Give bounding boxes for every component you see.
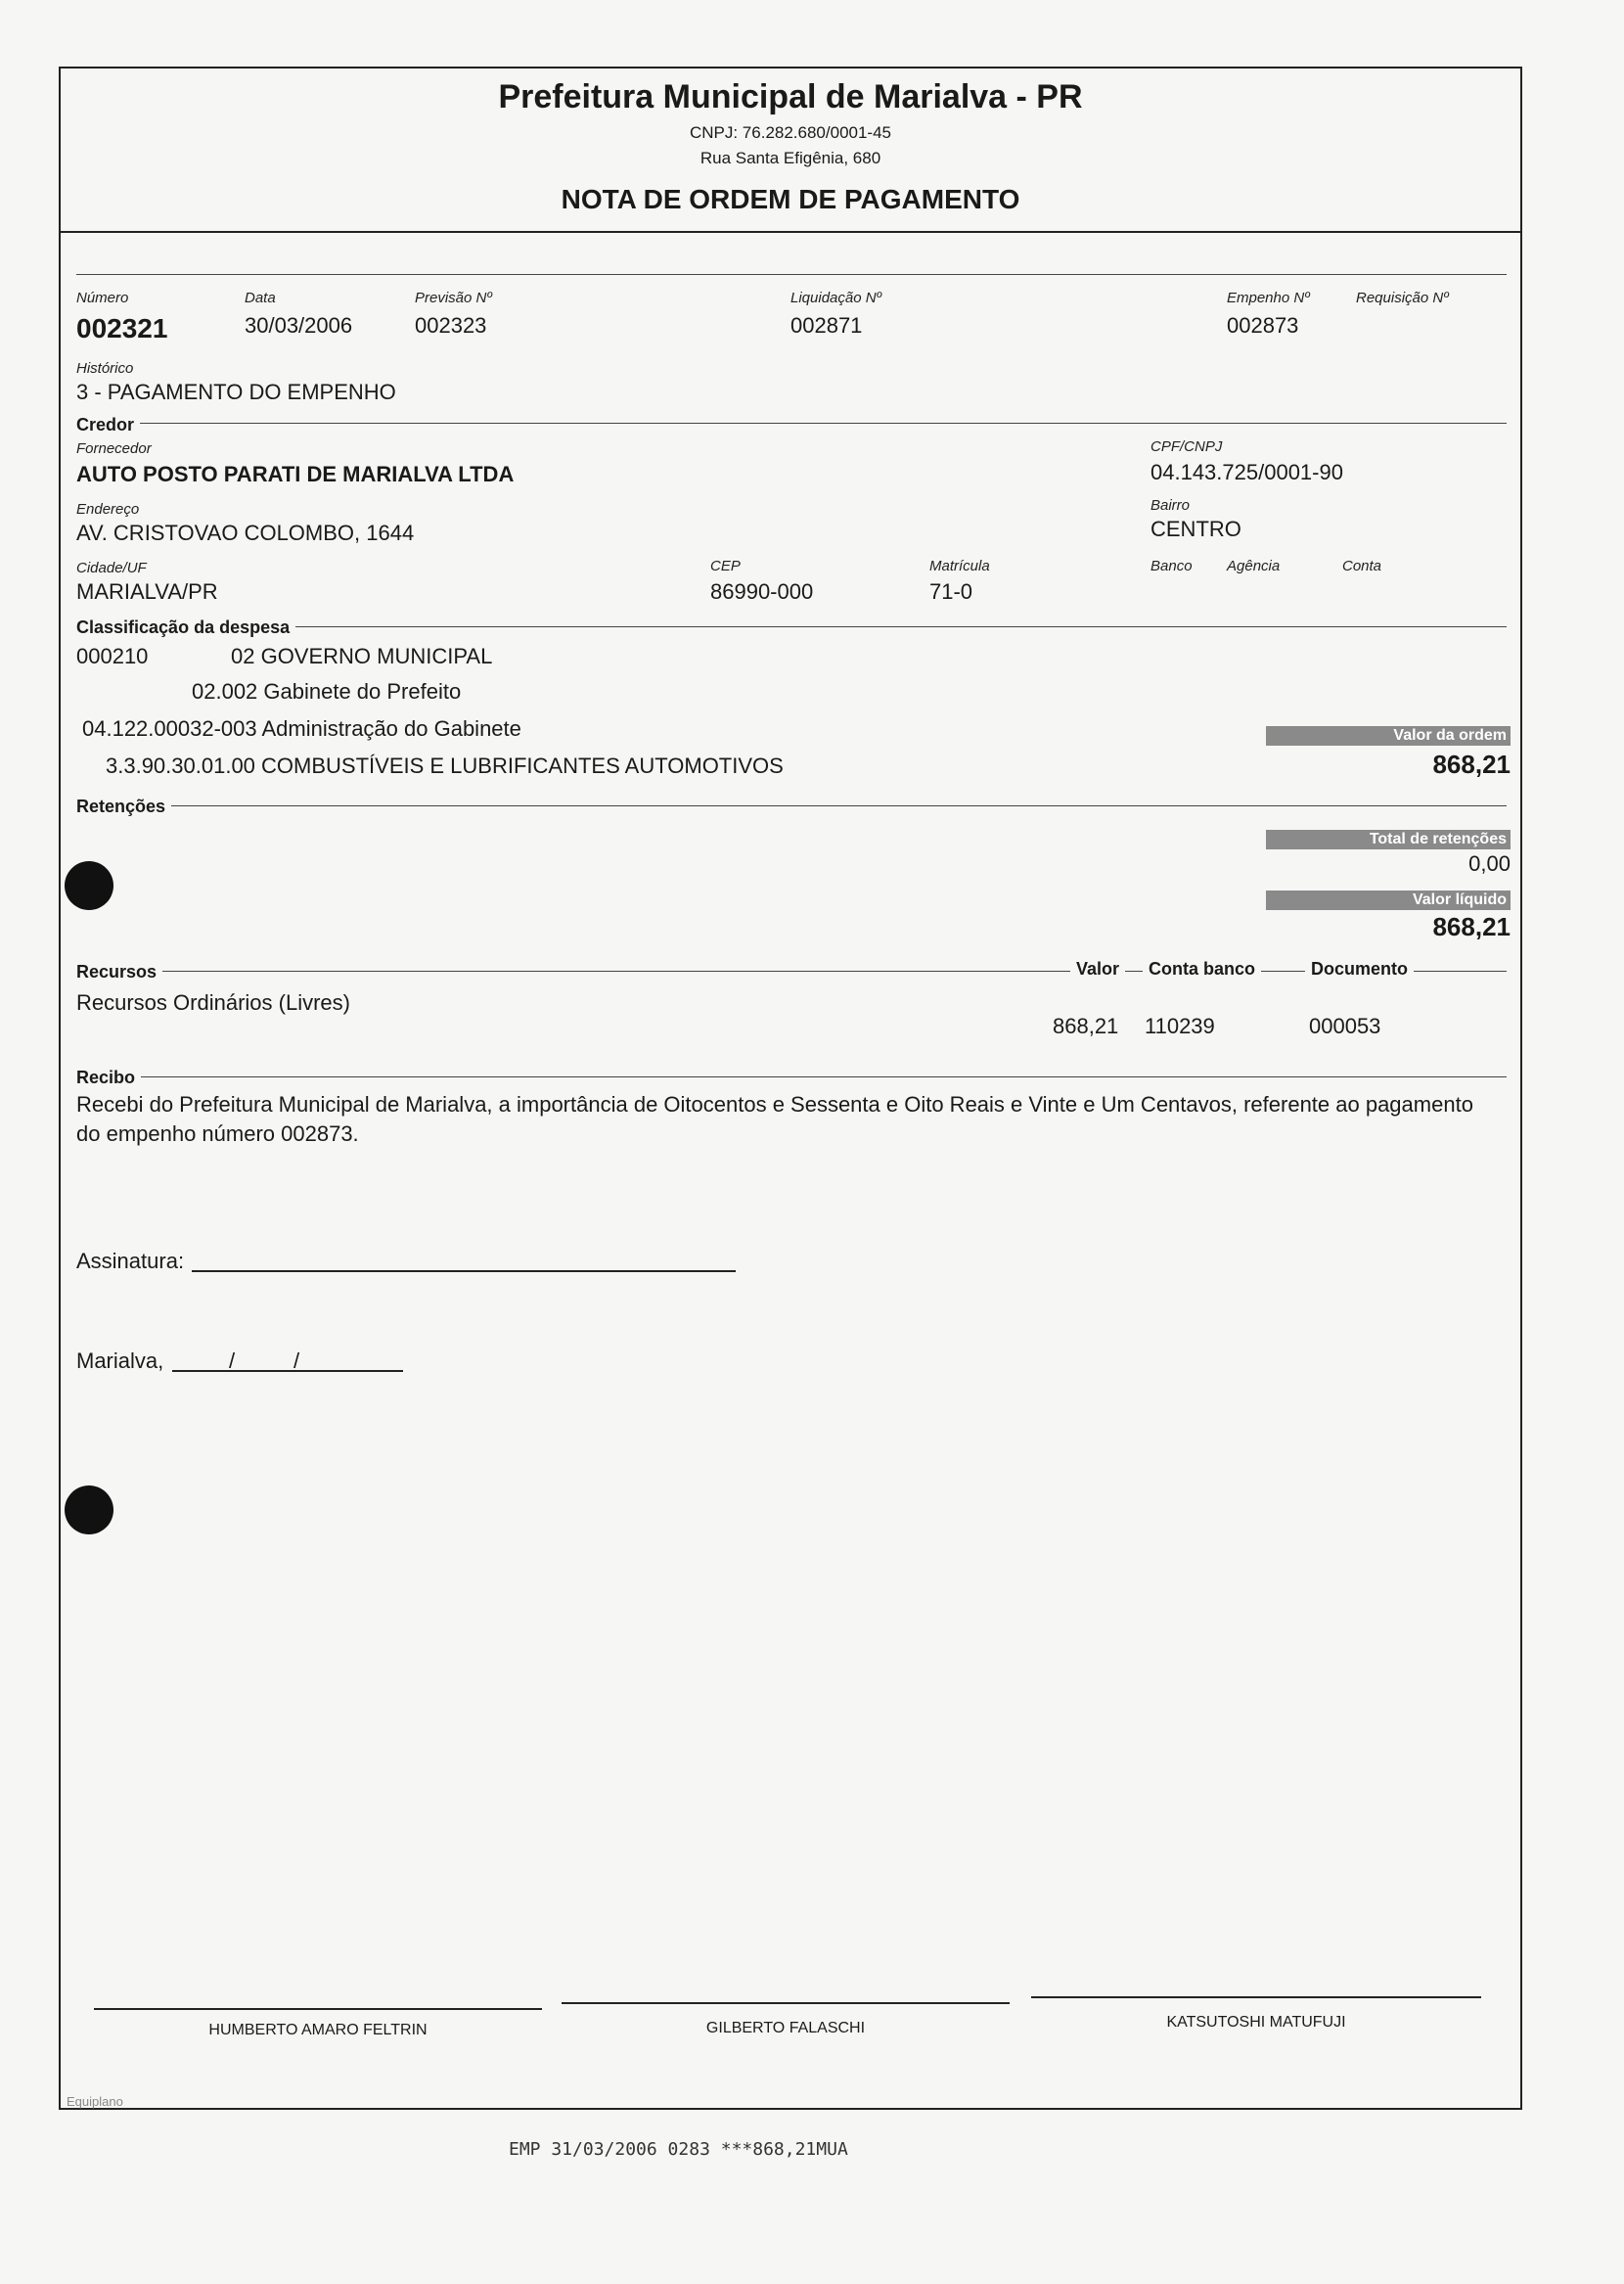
signatory-2: GILBERTO FALASCHI: [705, 2020, 866, 2036]
recursos-documento: 000053: [1309, 1014, 1381, 1038]
historico-value: 3 - PAGAMENTO DO EMPENHO: [76, 380, 396, 404]
conta-label: Conta: [1342, 558, 1382, 574]
header-divider: [59, 231, 1522, 233]
page-title: Prefeitura Municipal de Marialva - PR: [498, 78, 1083, 115]
data-value: 30/03/2006: [245, 313, 353, 338]
recursos-divider: [76, 971, 1507, 972]
valor-ordem-label: Valor da ordem: [1266, 726, 1511, 746]
previsao-label: Previsão Nº: [415, 290, 492, 306]
valor-liquido-value: 868,21: [1432, 912, 1511, 941]
cpf-value: 04.143.725/0001-90: [1150, 460, 1343, 484]
signatory-3: KATSUTOSHI MATUFUJI: [1166, 2014, 1346, 2031]
cidade-value: MARIALVA/PR: [76, 579, 218, 604]
liquidacao-value: 002871: [790, 313, 863, 338]
matricula-value: 71-0: [929, 579, 973, 604]
classificacao-section: Classificação da despesa: [76, 617, 295, 638]
valor-liquido-label: Valor líquido: [1266, 891, 1511, 910]
punch-hole-top: [65, 861, 113, 910]
signature-line-3: [1031, 1996, 1481, 1998]
endereco-label: Endereço: [76, 501, 140, 518]
cep-value: 86990-000: [710, 579, 814, 604]
numero-label: Número: [76, 290, 129, 306]
previsao-value: 002323: [415, 313, 487, 338]
payment-stamp: EMP 31/03/2006 0283 ***868,21MUA: [509, 2139, 848, 2160]
recursos-description: Recursos Ordinários (Livres): [76, 990, 350, 1015]
data-label: Data: [245, 290, 276, 306]
matricula-label: Matrícula: [929, 558, 990, 574]
punch-hole-bottom: [65, 1485, 113, 1534]
brand-label: Equiplano: [67, 2094, 123, 2109]
agencia-label: Agência: [1227, 558, 1281, 574]
recibo-divider: [76, 1076, 1507, 1077]
total-retencoes-label: Total de retenções: [1266, 830, 1511, 849]
retencoes-section: Retenções: [76, 797, 171, 817]
classificacao-code: 000210: [76, 644, 149, 668]
recursos-valor: 868,21: [1053, 1014, 1119, 1038]
classificacao-subunit: 02.002 Gabinete do Prefeito: [192, 679, 462, 704]
signature-line-2: [562, 2002, 1010, 2004]
date-slash-1: /: [229, 1348, 236, 1373]
historico-label: Histórico: [76, 360, 134, 377]
date-line: [172, 1370, 403, 1372]
local-label: Marialva,: [76, 1348, 164, 1373]
recibo-section: Recibo: [76, 1068, 141, 1088]
bairro-label: Bairro: [1150, 497, 1191, 514]
numero-value: 002321: [76, 313, 168, 343]
recursos-section: Recursos: [76, 962, 162, 982]
empenho-label: Empenho Nº: [1227, 290, 1310, 306]
valor-ordem-value: 868,21: [1432, 750, 1511, 779]
fornecedor-value: AUTO POSTO PARATI DE MARIALVA LTDA: [76, 462, 515, 486]
recursos-valor-header: Valor: [1070, 959, 1125, 980]
assinatura-label: Assinatura:: [76, 1249, 185, 1273]
cidade-label: Cidade/UF: [76, 560, 147, 576]
credor-divider: [76, 423, 1507, 424]
liquidacao-label: Liquidação Nº: [790, 290, 882, 306]
classificacao-program: 04.122.00032-003 Administração do Gabinete: [82, 716, 521, 741]
endereco-value: AV. CRISTOVAO COLOMBO, 1644: [76, 521, 415, 545]
date-slash-2: /: [293, 1348, 300, 1373]
recursos-documento-header: Documento: [1305, 959, 1414, 980]
retencoes-divider: [76, 805, 1507, 806]
signatory-1: HUMBERTO AMARO FELTRIN: [208, 2022, 428, 2038]
assinatura-line: [192, 1270, 736, 1272]
bairro-value: CENTRO: [1150, 517, 1241, 541]
cep-label: CEP: [710, 558, 741, 574]
document-frame: [59, 67, 1522, 2110]
recibo-text-line2: do empenho número 002873.: [76, 1121, 359, 1146]
requisicao-label: Requisição Nº: [1356, 290, 1449, 306]
cpf-label: CPF/CNPJ: [1150, 438, 1223, 455]
fornecedor-label: Fornecedor: [76, 440, 152, 457]
classificacao-element: 3.3.90.30.01.00 COMBUSTÍVEIS E LUBRIFICANTES AUTOMOTIVOS: [106, 754, 784, 778]
recibo-text-line1: Recebi do Prefeitura Municipal de Marialva, a importância de Oitocentos e Sessenta e Oito Reais e Vinte e Um Centavos, referente ao pagamento: [76, 1092, 1473, 1117]
signature-line-1: [94, 2008, 542, 2010]
info-divider: [76, 274, 1507, 275]
classificacao-unit: 02 GOVERNO MUNICIPAL: [231, 644, 493, 668]
credor-section: Credor: [76, 415, 140, 435]
empenho-value: 002873: [1227, 313, 1299, 338]
recursos-conta-header: Conta banco: [1143, 959, 1261, 980]
banco-label: Banco: [1150, 558, 1193, 574]
document-title: NOTA DE ORDEM DE PAGAMENTO: [561, 184, 1020, 214]
recursos-conta: 110239: [1145, 1014, 1215, 1038]
total-retencoes-value: 0,00: [1468, 851, 1511, 876]
cnpj-text: CNPJ: 76.282.680/0001-45: [689, 123, 892, 142]
address-text: Rua Santa Efigênia, 680: [699, 149, 881, 167]
